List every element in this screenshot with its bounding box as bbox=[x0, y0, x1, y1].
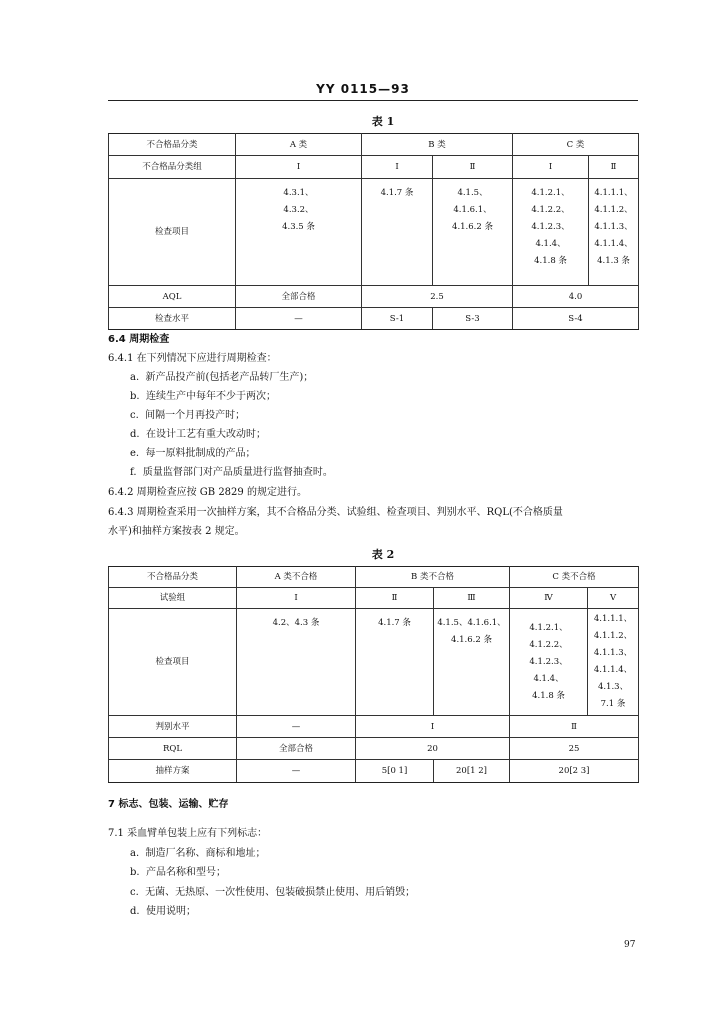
item-ref: 4.3.5 条 bbox=[282, 222, 315, 232]
table-cell: B 类 bbox=[362, 134, 513, 156]
item-ref: 4.1.7 条 bbox=[380, 188, 414, 198]
item-ref: 4.1.4、 bbox=[533, 673, 564, 684]
table-cell: Ⅰ bbox=[362, 156, 433, 179]
table-cell: 4.0 bbox=[513, 286, 639, 308]
list-item bbox=[130, 905, 196, 919]
list-item bbox=[130, 371, 313, 385]
list-item bbox=[130, 390, 276, 404]
item-ref: 4.1.1.3、 bbox=[594, 222, 633, 232]
list-text: 每一原料批制成的产品； bbox=[145, 448, 256, 459]
item-ref: 4.1.2.2、 bbox=[531, 205, 570, 215]
table-cell: 不合格品分类 bbox=[109, 134, 236, 156]
section-7-heading: 7 标志、包装、运输、贮存 bbox=[108, 799, 229, 810]
table-cell: S-3 bbox=[433, 308, 513, 330]
item-ref: 4.2、4.3 条 bbox=[272, 618, 320, 628]
list-item bbox=[130, 886, 415, 900]
table-cell: 不合格品分类 bbox=[109, 567, 237, 588]
item-ref: 4.1.2.2、 bbox=[529, 639, 568, 650]
table-cell bbox=[237, 609, 356, 716]
list-marker: f. bbox=[130, 467, 137, 478]
table-cell: 全部合格 bbox=[236, 286, 362, 308]
list-marker: d. bbox=[130, 906, 140, 917]
table2-row-rql bbox=[109, 738, 639, 760]
item-ref: 4.1.2.3、 bbox=[529, 656, 568, 667]
table-cell: Ⅴ bbox=[588, 588, 639, 609]
table-cell: 检查项目 bbox=[109, 179, 236, 286]
list-text: 间隔一个月再投产时； bbox=[145, 410, 246, 421]
table-cell bbox=[362, 179, 433, 286]
item-ref: 4.1.2.1、 bbox=[529, 622, 568, 633]
item-ref: 4.1.6.2 条 bbox=[452, 222, 493, 232]
table-cell: 20[1 2] bbox=[434, 760, 510, 783]
table2-row-group bbox=[109, 588, 639, 609]
table1 bbox=[108, 133, 639, 330]
list-text: 无菌、无热原、一次性使用、包装破损禁止使用、用后销毁； bbox=[145, 887, 416, 898]
list-text: 制造厂名称、商标和地址； bbox=[145, 848, 266, 859]
list-marker: d. bbox=[130, 429, 140, 440]
table-cell: 检查水平 bbox=[109, 308, 236, 330]
table1-row-items bbox=[109, 179, 639, 286]
table1-row-aql bbox=[109, 286, 639, 308]
standard-code: YY 0115—93 bbox=[316, 82, 410, 96]
table-cell: 2.5 bbox=[362, 286, 513, 308]
list-item bbox=[130, 466, 333, 480]
table-cell: S-4 bbox=[513, 308, 639, 330]
table-cell: 全部合格 bbox=[237, 738, 356, 760]
table-cell: Ⅱ bbox=[589, 156, 639, 179]
list-marker: e. bbox=[130, 448, 140, 459]
table-cell: 20 bbox=[356, 738, 510, 760]
item-ref: 4.1.2.1、 bbox=[531, 188, 570, 198]
table-cell: Ⅰ bbox=[513, 156, 589, 179]
table2-row-items bbox=[109, 609, 639, 716]
table-cell: S-1 bbox=[362, 308, 433, 330]
item-ref: 7.1 条 bbox=[600, 699, 626, 709]
item-ref: 4.1.1.3、 bbox=[593, 648, 633, 658]
list-text: 质量监督部门对产品质量进行监督抽查时。 bbox=[142, 467, 333, 478]
table2 bbox=[108, 566, 639, 783]
item-ref: 4.1.1.2、 bbox=[593, 631, 633, 641]
table-cell: 25 bbox=[510, 738, 639, 760]
header-rule bbox=[108, 100, 638, 101]
item-ref: 4.1.5、4.1.6.1、 bbox=[437, 618, 506, 628]
table-cell: 试验组 bbox=[109, 588, 237, 609]
list-text: 连续生产中每年不少于两次； bbox=[145, 391, 276, 402]
table-cell bbox=[513, 179, 589, 286]
list-marker: c. bbox=[130, 410, 139, 421]
item-ref: 4.1.1.4、 bbox=[593, 665, 633, 675]
list-item bbox=[130, 447, 255, 461]
table2-row-level bbox=[109, 716, 639, 738]
list-marker: b. bbox=[130, 391, 140, 402]
table-cell: Ⅰ bbox=[356, 716, 510, 738]
list-marker: a. bbox=[130, 848, 140, 859]
table-cell: — bbox=[236, 308, 362, 330]
item-ref: 4.1.3 条 bbox=[597, 256, 630, 266]
list-item bbox=[130, 428, 266, 442]
table-cell: Ⅱ bbox=[356, 588, 434, 609]
table-cell: 不合格品分类组 bbox=[109, 156, 236, 179]
table-cell: C 类不合格 bbox=[510, 567, 639, 588]
table2-row-category bbox=[109, 567, 639, 588]
item-ref: 4.1.1.2、 bbox=[594, 205, 633, 215]
table-cell: RQL bbox=[109, 738, 237, 760]
list-item bbox=[130, 409, 245, 423]
table1-row-category bbox=[109, 134, 639, 156]
item-ref: 4.1.1.1、 bbox=[593, 614, 633, 624]
table-cell: A 类 bbox=[236, 134, 362, 156]
table-cell bbox=[510, 609, 588, 716]
item-ref: 4.1.6.2 条 bbox=[451, 635, 492, 645]
table-cell bbox=[236, 179, 362, 286]
list-text: 使用说明； bbox=[145, 906, 196, 917]
table1-caption: 表 1 bbox=[371, 115, 395, 128]
table-cell: — bbox=[237, 716, 356, 738]
item-ref: 4.1.5、 bbox=[457, 188, 488, 198]
table-cell bbox=[356, 609, 434, 716]
clause-6-4-2: 6.4.2 周期检查应按 GB 2829 的规定进行。 bbox=[108, 487, 307, 498]
item-ref: 4.1.3、 bbox=[597, 682, 629, 692]
list-text: 产品名称和型号； bbox=[145, 867, 226, 878]
table-cell: Ⅱ bbox=[433, 156, 513, 179]
list-marker: c. bbox=[130, 887, 139, 898]
table-cell bbox=[433, 179, 513, 286]
clause-7-1: 7.1 采血臂单包装上应有下列标志： bbox=[108, 828, 268, 839]
clause-6-4-3-line1: 6.4.3 周期检查采用一次抽样方案，其不合格品分类、试验组、检查项目、判别水平、RQL(不合格质量 bbox=[108, 507, 563, 518]
table-cell: AQL bbox=[109, 286, 236, 308]
table-cell: A 类不合格 bbox=[237, 567, 356, 588]
item-ref: 4.1.6.1、 bbox=[453, 205, 492, 215]
table-cell bbox=[434, 609, 510, 716]
page-number: 97 bbox=[624, 940, 636, 950]
table-cell: 5[0 1] bbox=[356, 760, 434, 783]
section-6-4-heading: 6.4 周期检查 bbox=[108, 334, 170, 345]
item-ref: 4.1.8 条 bbox=[532, 690, 565, 701]
table1-row-level bbox=[109, 308, 639, 330]
table-cell: Ⅰ bbox=[237, 588, 356, 609]
item-ref: 4.1.4、 bbox=[535, 239, 566, 249]
item-ref: 4.1.1.1、 bbox=[594, 188, 633, 198]
item-ref: 4.1.7 条 bbox=[378, 618, 411, 628]
list-item bbox=[130, 847, 266, 861]
table-cell: 抽样方案 bbox=[109, 760, 237, 783]
item-ref: 4.1.2.3、 bbox=[531, 222, 570, 232]
item-ref: 4.3.1、 bbox=[283, 188, 314, 198]
table-cell: C 类 bbox=[513, 134, 639, 156]
table-cell: Ⅲ bbox=[434, 588, 510, 609]
list-text: 新产品投产前(包括老产品转厂生产)； bbox=[145, 372, 314, 383]
table-cell: — bbox=[237, 760, 356, 783]
table-cell: Ⅳ bbox=[510, 588, 588, 609]
table-cell: 检查项目 bbox=[109, 609, 237, 716]
clause-6-4-1: 6.4.1 在下列情况下应进行周期检查： bbox=[108, 353, 277, 364]
list-text: 在设计工艺有重大改动时； bbox=[145, 429, 266, 440]
list-item bbox=[130, 866, 226, 880]
table-cell: Ⅰ bbox=[236, 156, 362, 179]
table-cell bbox=[588, 609, 639, 716]
item-ref: 4.3.2、 bbox=[283, 205, 314, 215]
table-cell: Ⅱ bbox=[510, 716, 639, 738]
table2-row-plan bbox=[109, 760, 639, 783]
item-ref: 4.1.8 条 bbox=[534, 256, 567, 266]
clause-6-4-3-line2: 水平)和抽样方案按表 2 规定。 bbox=[108, 526, 245, 537]
table1-row-group bbox=[109, 156, 639, 179]
item-ref: 4.1.1.4、 bbox=[594, 239, 633, 249]
table-cell bbox=[589, 179, 639, 286]
table-cell: B 类不合格 bbox=[356, 567, 510, 588]
table-cell: 20[2 3] bbox=[510, 760, 639, 783]
list-marker: b. bbox=[130, 867, 140, 878]
table-cell: 判别水平 bbox=[109, 716, 237, 738]
table2-caption: 表 2 bbox=[371, 548, 395, 561]
list-marker: a. bbox=[130, 372, 140, 383]
